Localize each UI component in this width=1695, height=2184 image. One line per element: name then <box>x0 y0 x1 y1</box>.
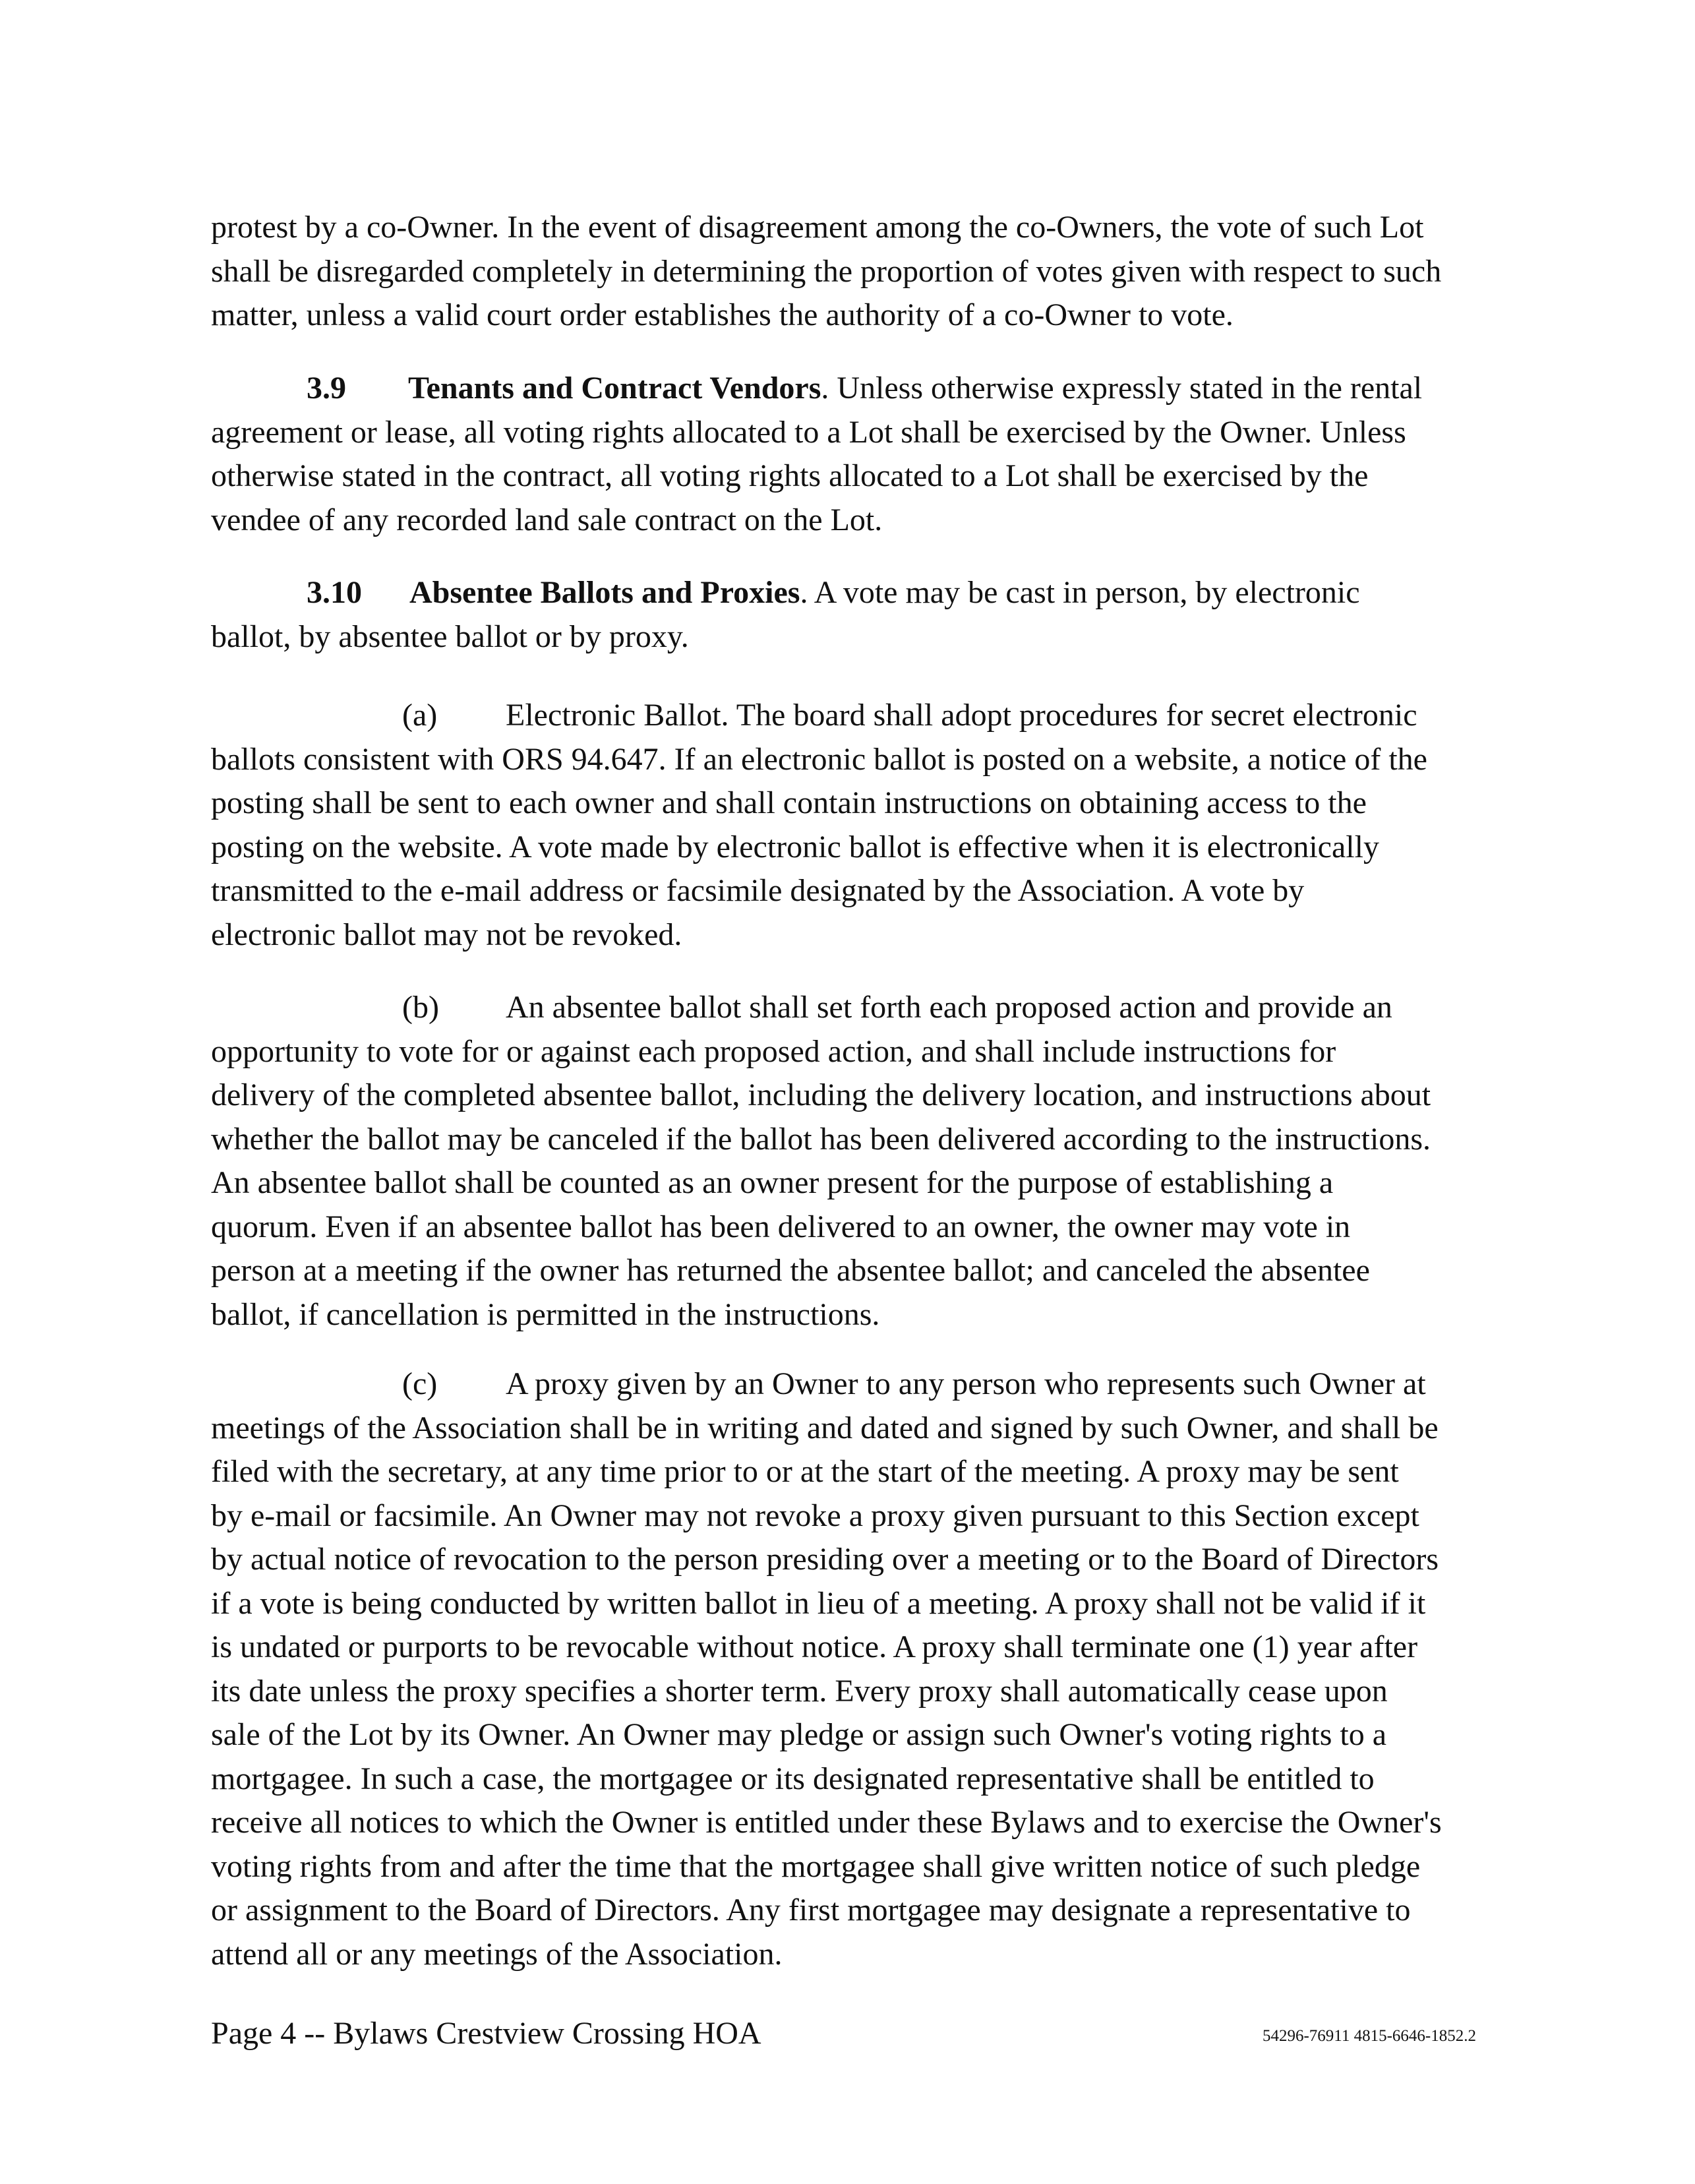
text-line: delivery of the completed absentee ballot, including the delivery location, and instructions about <box>211 1077 1431 1112</box>
text-line: shall be disregarded completely in determining the proportion of votes given with respect to such <box>211 253 1442 289</box>
subsection-c <box>211 1362 1503 1976</box>
text-line: An absentee ballot shall be counted as an owner present for the purpose of establishing a <box>211 1165 1334 1200</box>
text-line: by actual notice of revocation to the person presiding over a meeting or to the Board of Directors <box>211 1542 1439 1577</box>
document-id: 54296-76911 4815-6646-1852.2 <box>1262 2027 1476 2045</box>
text-line: transmitted to the e-mail address or facsimile designated by the Association. A vote by <box>211 873 1305 908</box>
text-line: electronic ballot may not be revoked. <box>211 917 682 952</box>
text-line: whether the ballot may be canceled if the ballot has been delivered according to the instructions. <box>211 1121 1431 1157</box>
section-title: Absentee Ballots and Proxies <box>409 575 800 610</box>
text-line: posting shall be sent to each owner and shall contain instructions on obtaining access to the <box>211 785 1367 820</box>
text-line: vendee of any recorded land sale contract on the Lot. <box>211 502 883 537</box>
text-line: protest by a co-Owner. In the event of disagreement among the co-Owners, the vote of such Lot <box>211 210 1424 245</box>
section-heading-line <box>211 571 1503 615</box>
text-line: quorum. Even if an absentee ballot has been delivered to an owner, the owner may vote in <box>211 1209 1351 1244</box>
text-line: voting rights from and after the time that the mortgagee shall give written notice of such pledge <box>211 1848 1421 1884</box>
text-line: by e-mail or facsimile. An Owner may not revoke a proxy given pursuant to this Section except <box>211 1498 1419 1533</box>
text-line: or assignment to the Board of Directors. Any first mortgagee may designate a representative to <box>211 1893 1411 1927</box>
text-line: filed with the secretary, at any time prior to or at the start of the meeting. A proxy may be sent <box>211 1454 1399 1489</box>
intro-paragraph <box>211 206 1503 338</box>
text-line: Electronic Ballot. The board shall adopt procedures for secret electronic <box>506 698 1417 733</box>
text-line: ballots consistent with ORS 94.647. If an electronic ballot is posted on a website, a notice of the <box>211 741 1427 777</box>
page-footer-title: Page 4 -- Bylaws Crestview Crossing HOA <box>211 2016 761 2051</box>
text-line: otherwise stated in the contract, all voting rights allocated to a Lot shall be exercised by the <box>211 458 1369 493</box>
text-line: sale of the Lot by its Owner. An Owner may pledge or assign such Owner's voting rights to a <box>211 1717 1387 1752</box>
text-line: mortgagee. In such a case, the mortgagee or its designated representative shall be entitled to <box>211 1761 1375 1796</box>
text-line: person at a meeting if the owner has returned the absentee ballot; and canceled the absentee <box>211 1253 1370 1288</box>
subsection-b <box>211 986 1503 1337</box>
text-line: receive all notices to which the Owner is entitled under these Bylaws and to exercise the Owner's <box>211 1805 1442 1840</box>
section-heading-line <box>211 367 1503 411</box>
section-number: 3.9 <box>307 371 346 406</box>
text-line: An absentee ballot shall set forth each proposed action and provide an <box>506 990 1392 1025</box>
subsection-label: (a) <box>402 698 438 733</box>
text-line: matter, unless a valid court order establishes the authority of a co-Owner to vote. <box>211 297 1234 332</box>
text-line: A proxy given by an Owner to any person who represents such Owner at <box>506 1366 1426 1401</box>
subsection-heading-line <box>211 694 1503 738</box>
section-title: Tenants and Contract Vendors <box>408 371 821 406</box>
subsection-label: (c) <box>402 1366 438 1401</box>
text-line: agreement or lease, all voting rights allocated to a Lot shall be exercised by the Owner. Unless <box>211 414 1406 450</box>
text-line: its date unless the proxy specifies a shorter term. Every proxy shall automatically cease upon <box>211 1673 1388 1709</box>
text-line: . A vote may be cast in person, by electronic <box>800 575 1360 610</box>
subsection-a <box>211 694 1503 957</box>
section-3-9 <box>211 367 1503 542</box>
subsection-label: (b) <box>402 990 439 1025</box>
text-line: if a vote is being conducted by written ballot in lieu of a meeting. A proxy shall not be valid if it <box>211 1585 1426 1621</box>
text-line: meetings of the Association shall be in writing and dated and signed by such Owner, and shall be <box>211 1410 1439 1445</box>
subsection-heading-line <box>211 986 1503 1030</box>
text-line: is undated or purports to be revocable without notice. A proxy shall terminate one (1) year after <box>211 1629 1418 1664</box>
text-line: posting on the website. A vote made by electronic ballot is effective when it is electronically <box>211 829 1379 864</box>
text-line: ballot, if cancellation is permitted in the instructions. <box>211 1296 880 1332</box>
section-3-10 <box>211 571 1503 659</box>
text-line: opportunity to vote for or against each proposed action, and shall include instructions for <box>211 1033 1336 1069</box>
text-line: ballot, by absentee ballot or by proxy. <box>211 619 689 654</box>
text-line: attend all or any meetings of the Association. <box>211 1936 783 1972</box>
section-number: 3.10 <box>307 575 362 610</box>
subsection-heading-line <box>211 1362 1503 1407</box>
text-line: . Unless otherwise expressly stated in the rental <box>821 371 1423 406</box>
